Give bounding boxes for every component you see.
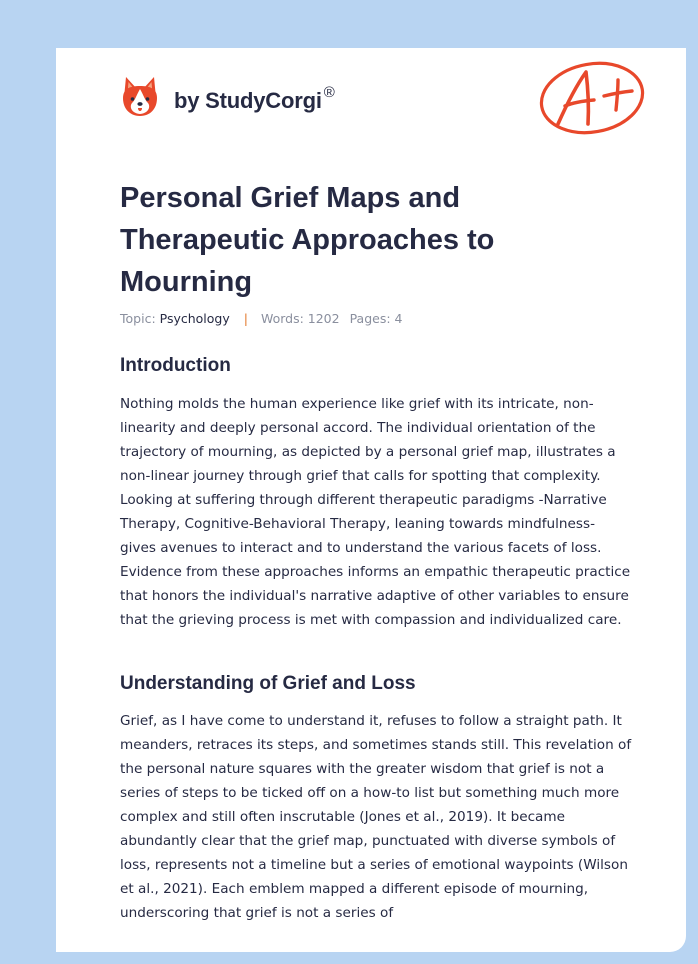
topic-link[interactable]: Psychology [159, 311, 230, 326]
section-heading: Introduction [120, 355, 231, 376]
word-count: Words: 1202 [260, 311, 340, 326]
section-heading: Understanding of Grief and Loss [120, 673, 416, 694]
a-plus-grade-icon [538, 60, 650, 140]
site-logo[interactable] [120, 75, 335, 121]
meta-separator: | [243, 311, 248, 326]
essay-meta [120, 311, 403, 326]
page-count: Pages: 4 [349, 311, 403, 326]
essay-title: Personal Grief Maps and Therapeutic Approaches to Mourning [120, 182, 495, 298]
topic-label: Topic: [120, 311, 156, 326]
section-paragraph: Nothing molds the human experience like grief with its intricate, non-linearity and deeply personal accord. The individual orientation of the trajectory of mourning, as depicted by a personal grief map, illustrates a non-linear journey through grief that calls for spotting that complexity. Looking at suffering through different therapeutic paradigms -Narrative Therapy, Cognitive-Behavioral Therapy, leaning towards mindfulness- gives avenues to interact and to understand the various facets of loss. Evidence from these approaches informs an empathic therapeutic practice that honors the individual's narrative adaptive of other variables to ensure that the grieving process is met with compassion and individualized care. [120, 396, 631, 628]
brand-wordmark: by StudyCorgi [174, 88, 322, 113]
registered-mark: ® [323, 83, 335, 101]
essay-page [56, 48, 686, 952]
corgi-logo-icon [120, 76, 160, 120]
section-paragraph: Grief, as I have come to understand it, refuses to follow a straight path. It meanders, retraces its steps, and sometimes stands still. This revelation of the personal nature squares with the greater wisdom that grief is not a series of steps to be ticked off on a how-to list but something much more complex and still often inscrutable (Jones et al., 2019). It became abundantly clear that the grief map, punctuated with diverse symbols of loss, represents not a timeline but a series of emotional waypoints (Wilson et al., 2021). Each emblem mapped a different episode of mourning, underscoring that grief is not a series of [120, 713, 632, 921]
